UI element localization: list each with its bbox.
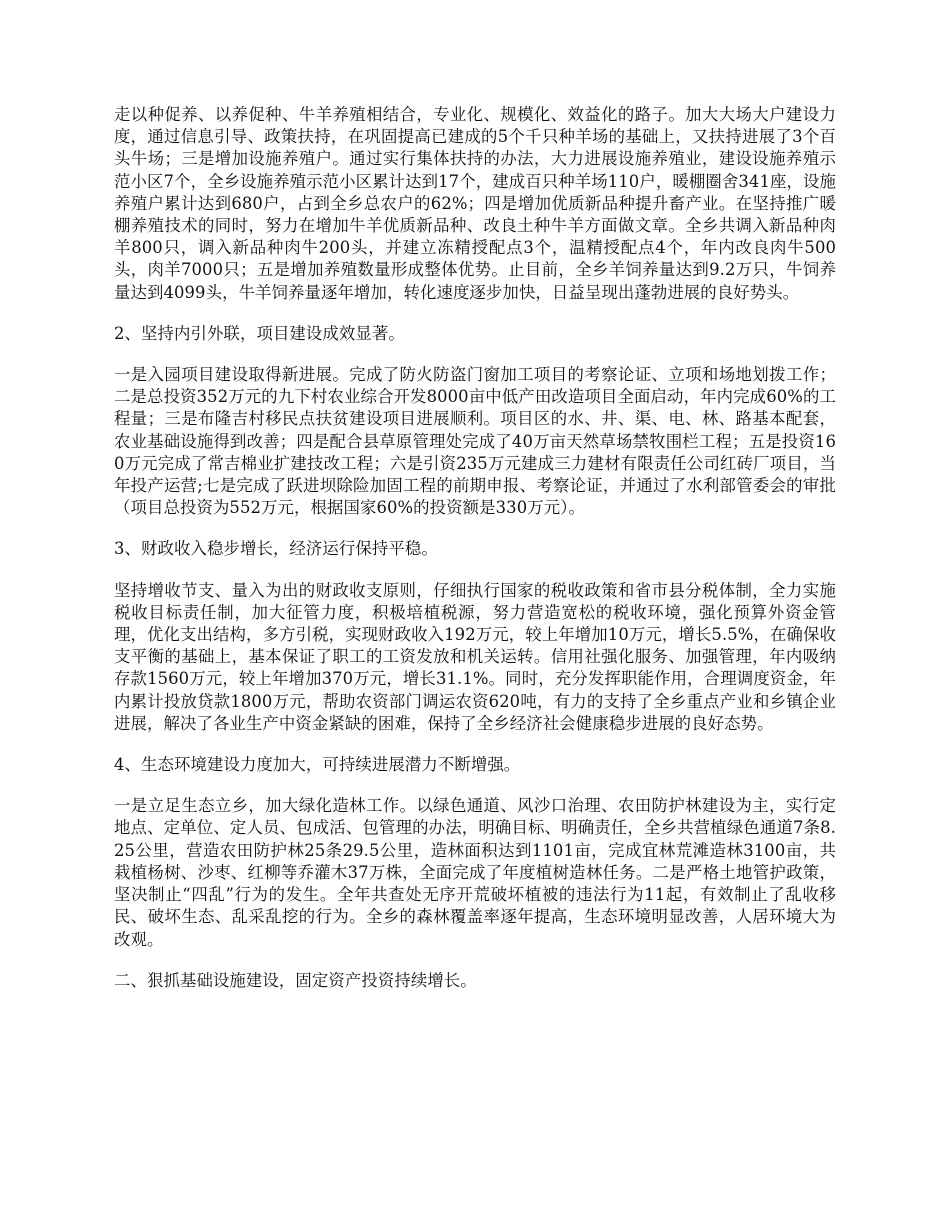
heading-ecology: 4、生态环境建设力度加大，可持续进展潜力不断增强。 — [114, 755, 521, 775]
paragraph-ecology: 一是立足生态立乡，加大绿化造林工作。以绿色通道、风沙口治理、农田防护林建设为主，实行定地点、定单位、定人员、包成活、包管理的办法，明确目标、明确责任，全乡共营植绿色通道7条8.25公里，营造农田防护林25条29.5公里，造林面积达到1101亩，完成宜林荒滩造林3100亩，共栽植杨树、沙枣、红柳等乔灌木37万株，全面完成了年度植树造林任务。二是严格土地管护政策，坚决制止“四乱”行为的发生。全年共查处无序开荒破坏植被的违法行为11起，有效制止了乱收移民、破坏生态、乱采乱挖的行为。全乡的森林覆盖率逐年提高，生态环境明显改善，人居环境大为改观。 — [114, 796, 836, 949]
paragraph-livestock: 走以种促养、以养促种、牛羊养殖相结合，专业化、规模化、效益化的路子。加大大场大户建设力度，通过信息引导、政策扶持，在巩固提高已建成的5个千只种羊场的基础上，又扶持进展了3个百头牛场；三是增加设施养殖户。通过实行集体扶持的办法，大力进展设施养殖业，建设设施养殖示范小区7个，全乡设施养殖示范小区累计达到17个，建成百只种羊场110户，暖棚圈舍341座，设施养殖户累计达到680户，占到全乡总农户的62%；四是增加优质新品种提升畜产业。在坚持推广暖棚养殖技术的同时，努力在增加牛羊优质新品种、改良土种牛羊方面做文章。全乡共调入新品种肉羊800只，调入新品种肉牛200头，并建立冻精授配点3个，温精授配点4个，年内改良肉牛500头，肉羊7000只；五是增加养殖数量形成整体优势。止目前，全乡羊饲养量达到9.2万只，牛饲养量达到4099头，牛羊饲养量逐年增加，转化速度逐步加快，日益呈现出蓬勃进展的良好势头。 — [114, 105, 836, 302]
document-body — [114, 104, 836, 1011]
heading-projects: 2、坚持内引外联，项目建设成效显著。 — [114, 323, 405, 343]
heading-finance: 3、财政收入稳步增长，经济运行保持平稳。 — [114, 539, 438, 559]
heading-infrastructure: 二、狠抓基础设施建设，固定资产投资持续增长。 — [114, 970, 477, 990]
paragraph-projects: 一是入园项目建设取得新进展。完成了防火防盗门窗加工项目的考察论证、立项和场地划拨工作；二是总投资352万元的九下村农业综合开发8000亩中低产田改造项目全面启动，年内完成60%的工程量；三是布隆吉村移民点扶贫建设项目进展顺利。项目区的水、井、渠、电、林、路基本配套，农业基础设施得到改善；四是配合县草原管理处完成了40万亩天然草场禁牧围栏工程；五是投资160万元完成了常吉棉业扩建技改工程；六是引资235万元建成三力建材有限责任公司红砖厂项目，当年投产运营;七是完成了跃进坝除险加固工程的前期申报、考察论证，并通过了水利部管委会的审批（项目总投资为552万元，根据国家60%的投资额是330万元）。 — [114, 365, 836, 518]
paragraph-finance: 坚持增收节支、量入为出的财政收支原则，仔细执行国家的税收政策和省市县分税体制，全力实施税收目标责任制，加大征管力度，积极培植税源，努力营造宽松的税收环境，强化预算外资金管理，优化支出结构，多方引税，实现财政收入192万元，较上年增加10万元，增长5.5%，在确保收支平衡的基础上，基本保证了职工的工资发放和机关运转。信用社强化服务、加强管理，年内吸纳存款1560万元，较上年增加370万元，增长31.1%。同时，充分发挥职能作用，合理调度资金，年内累计投放贷款1800万元，帮助农资部门调运农资620吨，有力的支持了全乡重点产业和乡镇企业进展，解决了各业生产中资金紧缺的困难，保持了全乡经济社会健康稳步进展的良好态势。 — [114, 580, 836, 733]
